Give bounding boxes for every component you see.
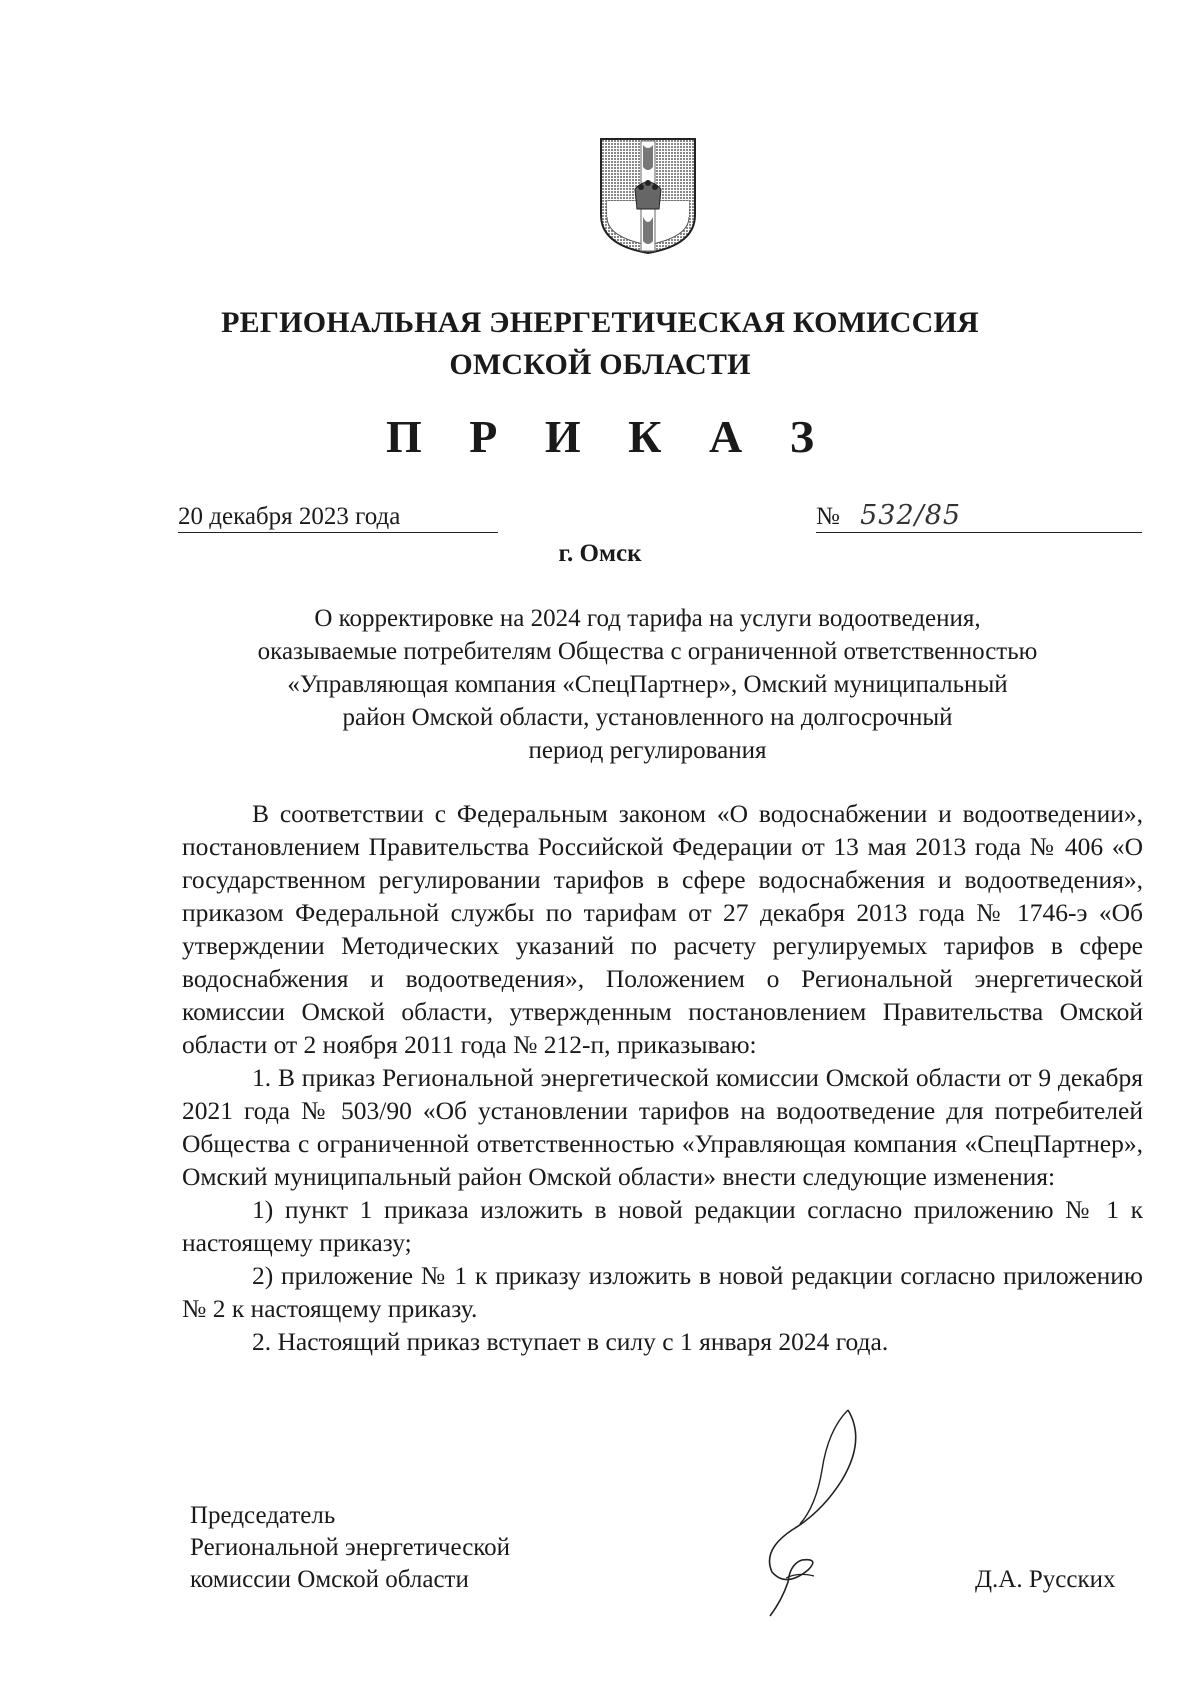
signatory-position-line: Региональной энергетической	[190, 1534, 511, 1561]
signatory-position-line: комиссии Омской области	[190, 1566, 469, 1593]
body-paragraph-item-2: 2. Настоящий приказ вступает в силу с 1 января 2024 года.	[252, 1327, 889, 1356]
body-paragraph-subitem-1: 1) пункт 1 приказа изложить в новой редакции согласно приложению № 1 к настоящему приказу;	[182, 1195, 1143, 1257]
subject-line: «Управляющая компания «СпецПартнер», Омский муниципальный	[287, 671, 1008, 698]
signature-icon	[730, 1400, 870, 1620]
organization-title	[0, 302, 1200, 386]
document-type: П Р И К А З	[385, 411, 832, 462]
subject-line: оказываемые потребителям Общества с ограниченной ответственностью	[257, 638, 1038, 665]
document-city: г. Омск	[558, 540, 642, 567]
subject-line: О корректировке на 2024 год тарифа на услуги водоотведения,	[314, 605, 981, 632]
coat-of-arms-icon	[599, 137, 697, 255]
organization-title-line1: РЕГИОНАЛЬНАЯ ЭНЕРГЕТИЧЕСКАЯ КОМИССИЯ	[221, 306, 979, 339]
document-body	[182, 797, 1143, 1358]
organization-title-line2: ОМСКОЙ ОБЛАСТИ	[449, 348, 751, 381]
signatory-position	[190, 1500, 510, 1596]
subject-line: период регулирования	[528, 737, 767, 764]
body-paragraph-item-1: 1. В приказ Региональной энергетической комиссии Омской области от 9 декабря 2021 года № 503/90 «Об установлении тарифов на водоотведение для потребителей Общества с ограниченной ответственностью «Управляющая компания «СпецПартнер», Омский муниципальный район Омской области» внести следующие изменения:	[182, 1063, 1143, 1191]
document-number-value: 532/85	[860, 500, 962, 531]
document-subject	[200, 602, 1095, 767]
document-number-label: №	[816, 503, 840, 530]
document-number	[816, 500, 1142, 533]
body-paragraph-preamble: В соответствии с Федеральным законом «О водоснабжении и водоотведении», постановлением Правительства Российской Федерации от 13 мая 2013 года № 406 «О государственном регулировании тарифов в сфере водоснабжения и водоотведения», приказом Федеральной службы по тарифам от 27 декабря 2013 года № 1746-э «Об утверждении Методических указаний по расчету регулируемых тарифов в сфере водоснабжения и водоотведения», Положением о Региональной энергетической комиссии Омской области, утвержденным постановлением Правительства Омской области от 2 ноября 2011 года № 212-п, приказываю:	[182, 799, 1143, 1059]
signatory-name: Д.А. Русских	[975, 1566, 1116, 1593]
document-date	[178, 503, 498, 533]
document-date-text: 20 декабря 2023 года	[178, 503, 401, 530]
subject-line: район Омской области, установленного на долгосрочный	[342, 704, 953, 731]
body-paragraph-subitem-2: 2) приложение № 1 к приказу изложить в новой редакции согласно приложению № 2 к настоящему приказу.	[182, 1261, 1143, 1323]
signatory-position-line: Председатель	[190, 1502, 336, 1529]
